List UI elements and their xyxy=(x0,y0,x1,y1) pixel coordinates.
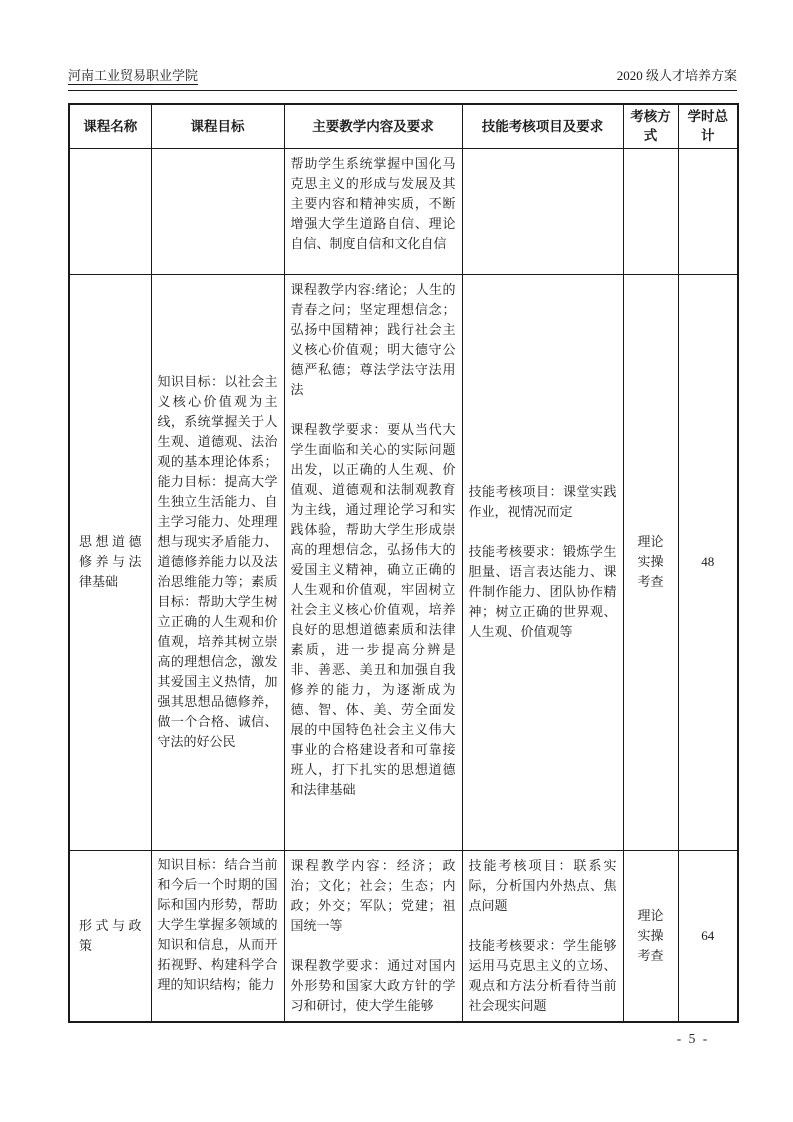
hours-cell: 64 xyxy=(678,850,738,1022)
table-row-sixiangdaode xyxy=(69,274,738,850)
content-cell xyxy=(284,148,462,274)
table-header-row xyxy=(69,104,738,148)
document-header xyxy=(68,67,737,85)
header-divider xyxy=(68,90,737,91)
assessment-paragraph: 技能考核要求：学生能够运用马克思主义的立场、观点和方法分析看待当前社会现实问题 xyxy=(468,937,617,1013)
plan-title: 2020 级人才培养方案 xyxy=(616,68,737,83)
assessment-paragraph: 技能考核项目：课堂实践作业，视情况而定 xyxy=(468,484,617,519)
col-header-content: 主要教学内容及要求 xyxy=(284,104,462,148)
curriculum-table-wrapper xyxy=(68,103,739,1023)
method-cell xyxy=(623,148,678,274)
assessment-paragraph: 技能考核要求：锻炼学生胆量、语言表达能力、课件制作能力、团队协作精神；树立正确的世界观、人生观、价值观等 xyxy=(468,544,617,639)
content-paragraph: 课程教学内容:绪论；人生的青春之问；坚定理想信念；弘扬中国精神；践行社会主义核心价值观；明大德守公德严私德；尊法学法守法用法 xyxy=(290,281,456,397)
content-cell xyxy=(284,274,462,850)
col-header-assessment: 技能考核项目及要求 xyxy=(462,104,623,148)
content-cell xyxy=(284,850,462,1022)
hours-cell xyxy=(678,148,738,274)
assessment-cell xyxy=(462,850,623,1022)
assessment-cell xyxy=(462,274,623,850)
objectives-paragraph: 知识目标：以社会主义核心价值观为主线，系统掌握关于人生观、道德观、法治观的基本理论体系；能力目标：提高大学生独立生活能力、自主学习能力、处理理想与现实矛盾能力、道德修养能力以及法治思维能力等；素质目标：帮助大学生树立正确的人生观和价值观，培养其树立崇高的理想信念，激发其爱国主义热情，加强其思想品德修养，做一个合格、诚信、守法的好公民 xyxy=(157,374,278,749)
course-name-cell xyxy=(69,148,151,274)
objectives-cell xyxy=(151,850,284,1022)
assessment-cell xyxy=(462,148,623,274)
page-number: - 5 - xyxy=(676,1031,710,1046)
col-header-hours: 学时总计 xyxy=(678,104,738,148)
assessment-paragraph: 技能考核项目：联系实际，分析国内外热点、焦点问题 xyxy=(468,857,617,913)
objectives-cell xyxy=(151,274,284,850)
col-header-objectives: 课程目标 xyxy=(151,104,284,148)
col-header-course-name: 课程名称 xyxy=(69,104,151,148)
objectives-paragraph: 知识目标：结合当前和今后一个时期的国际和国内形势，帮助大学生掌握多领域的知识和信息，从而开拓视野、构建科学合理的知识结构；能力 xyxy=(157,856,278,992)
content-paragraph: 课程教学要求：通过对国内外形势和国家大政方针的学习和研讨，使大学生能够 xyxy=(290,957,456,1013)
hours-cell: 48 xyxy=(678,274,738,850)
content-paragraph: 课程教学内容：经济；政治；文化；社会；生态；内政；外交；军队；党建；祖国统一等 xyxy=(290,857,456,933)
col-header-method: 考核方式 xyxy=(623,104,678,148)
method-cell: 理论实操考查 xyxy=(623,850,678,1022)
objectives-cell xyxy=(151,148,284,274)
table-row-xingshiyuzhengce xyxy=(69,850,738,1022)
curriculum-table xyxy=(68,103,739,1023)
content-paragraph: 帮助学生系统掌握中国化马克思主义的形成与发展及其主要内容和精神实质，不断增强大学生道路自信、理论自信、制度自信和文化自信 xyxy=(290,155,456,251)
table-row-continuation xyxy=(69,148,738,274)
method-cell: 理论实操考查 xyxy=(623,274,678,850)
school-name: 河南工业贸易职业学院 xyxy=(68,68,199,83)
course-name-cell: 形式与政策 xyxy=(69,850,151,1022)
content-paragraph: 课程教学要求：要从当代大学生面临和关心的实际问题出发，以正确的人生观、价值观、道德观和法制观教育为主线，通过理论学习和实践体验，帮助大学生形成崇高的理想信念，弘扬伟大的爱国主义精神，确立正确的人生观和价值观，牢固树立社会主义核心价值观，培养良好的思想道德素质和法律素质，进一步提高分辨是非、善恶、美丑和加强自我修养的能力，为逐渐成为德、智、体、美、劳全面发展的中国特色社会主义伟大事业的合格建设者和可靠接班人，打下扎实的思想道德和法律基础 xyxy=(290,421,456,797)
course-name-cell: 思想道德修养与法律基础 xyxy=(69,274,151,850)
